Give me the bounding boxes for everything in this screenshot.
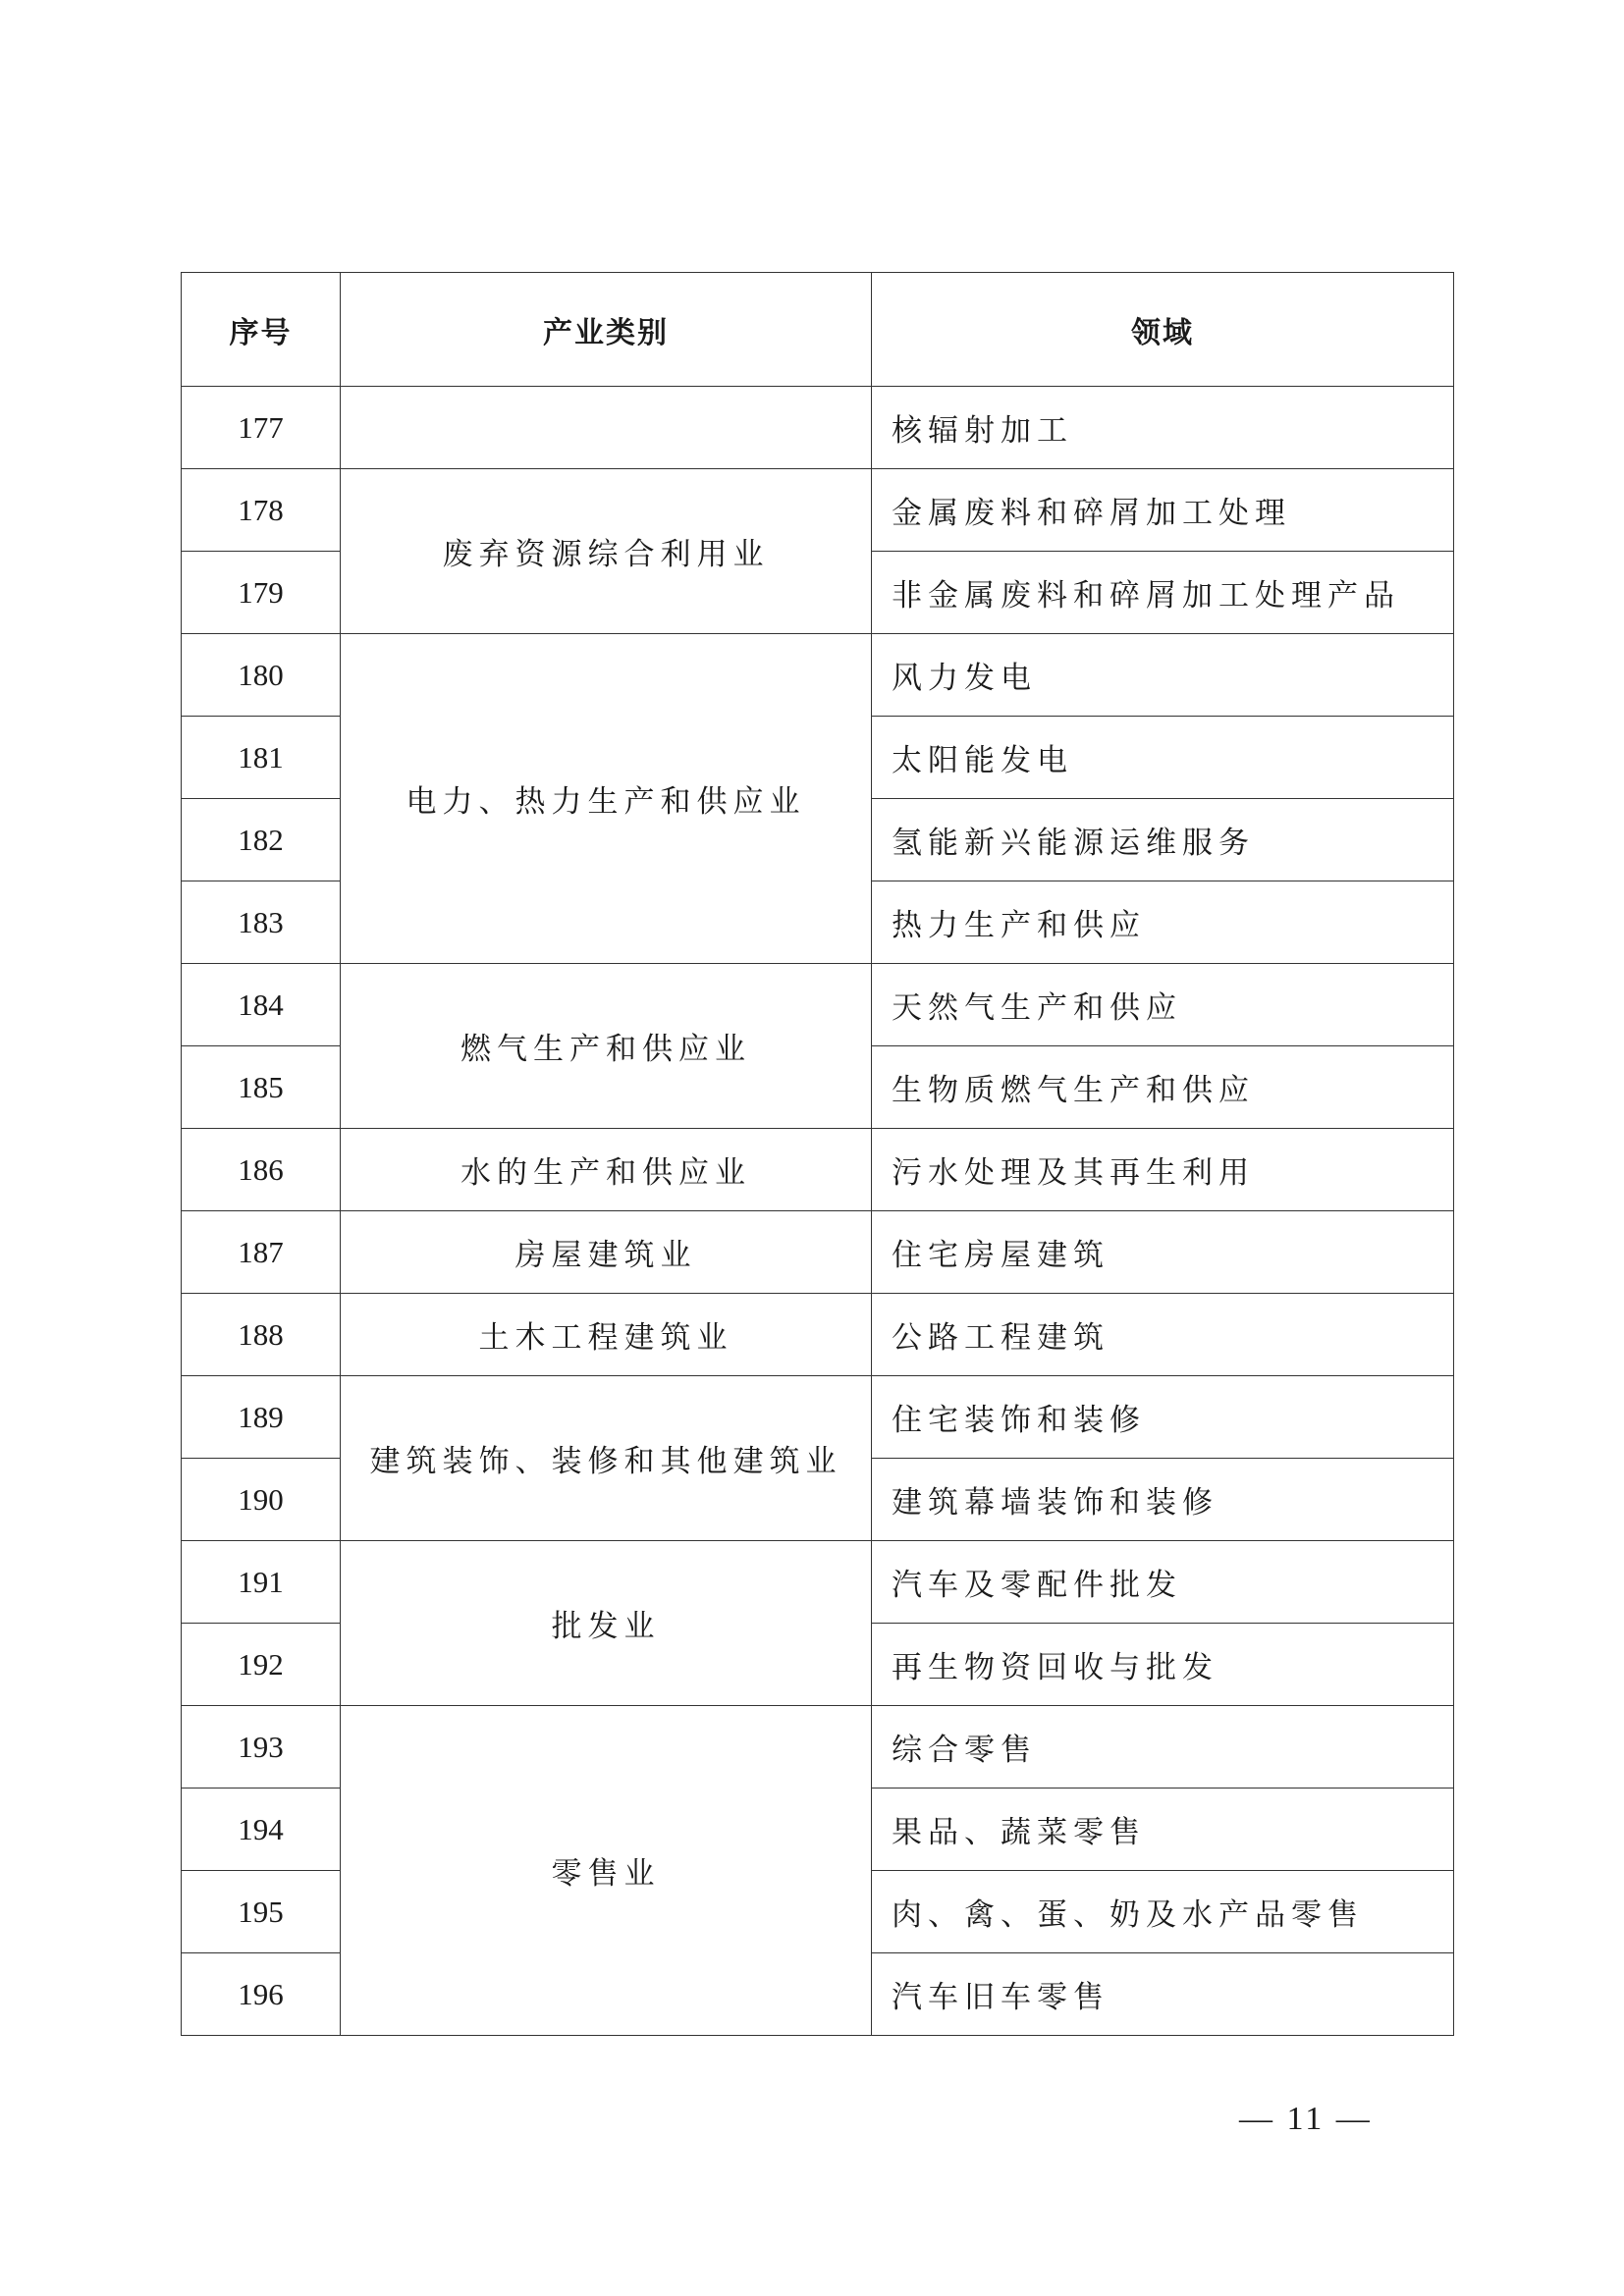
table-header-row: [182, 273, 1454, 387]
industry-table: [181, 272, 1454, 2036]
domain-cell: 果品、蔬菜零售: [872, 1789, 1454, 1871]
domain-cell: 汽车旧车零售: [872, 1953, 1454, 2036]
category-cell: [341, 387, 872, 469]
row-number: 182: [182, 799, 341, 881]
category-cell: 电力、热力生产和供应业: [341, 634, 872, 964]
row-number: 185: [182, 1046, 341, 1129]
row-number: 190: [182, 1459, 341, 1541]
row-number: 188: [182, 1294, 341, 1376]
domain-cell: 综合零售: [872, 1706, 1454, 1789]
domain-cell: 汽车及零配件批发: [872, 1541, 1454, 1624]
table-row: [182, 1376, 1454, 1459]
category-cell: 零售业: [341, 1706, 872, 2036]
header-category: 产业类别: [341, 273, 872, 387]
row-number: 184: [182, 964, 341, 1046]
domain-cell: 核辐射加工: [872, 387, 1454, 469]
table-row: [182, 387, 1454, 469]
page-number: — 11 —: [1239, 2101, 1373, 2137]
row-number: 187: [182, 1211, 341, 1294]
table-row: [182, 1706, 1454, 1789]
category-cell: 土木工程建筑业: [341, 1294, 872, 1376]
domain-cell: 污水处理及其再生利用: [872, 1129, 1454, 1211]
domain-cell: 氢能新兴能源运维服务: [872, 799, 1454, 881]
category-cell: 批发业: [341, 1541, 872, 1706]
domain-cell: 建筑幕墙装饰和装修: [872, 1459, 1454, 1541]
domain-cell: 肉、禽、蛋、奶及水产品零售: [872, 1871, 1454, 1953]
domain-cell: 生物质燃气生产和供应: [872, 1046, 1454, 1129]
row-number: 194: [182, 1789, 341, 1871]
table-row: [182, 1129, 1454, 1211]
category-cell: 燃气生产和供应业: [341, 964, 872, 1129]
domain-cell: 住宅装饰和装修: [872, 1376, 1454, 1459]
row-number: 193: [182, 1706, 341, 1789]
table-row: [182, 1294, 1454, 1376]
row-number: 186: [182, 1129, 341, 1211]
domain-cell: 太阳能发电: [872, 717, 1454, 799]
domain-cell: 住宅房屋建筑: [872, 1211, 1454, 1294]
domain-cell: 热力生产和供应: [872, 881, 1454, 964]
domain-cell: 风力发电: [872, 634, 1454, 717]
table-row: [182, 1211, 1454, 1294]
domain-cell: 非金属废料和碎屑加工处理产品: [872, 552, 1454, 634]
row-number: 196: [182, 1953, 341, 2036]
table-row: [182, 469, 1454, 552]
domain-cell: 天然气生产和供应: [872, 964, 1454, 1046]
row-number: 189: [182, 1376, 341, 1459]
table-row: [182, 1541, 1454, 1624]
domain-cell: 再生物资回收与批发: [872, 1624, 1454, 1706]
category-cell: 水的生产和供应业: [341, 1129, 872, 1211]
row-number: 191: [182, 1541, 341, 1624]
category-cell: 房屋建筑业: [341, 1211, 872, 1294]
row-number: 178: [182, 469, 341, 552]
category-cell: 建筑装饰、装修和其他建筑业: [341, 1376, 872, 1541]
domain-cell: 公路工程建筑: [872, 1294, 1454, 1376]
row-number: 195: [182, 1871, 341, 1953]
row-number: 181: [182, 717, 341, 799]
table-row: [182, 964, 1454, 1046]
industry-table-container: [181, 272, 1453, 2036]
row-number: 179: [182, 552, 341, 634]
row-number: 180: [182, 634, 341, 717]
row-number: 183: [182, 881, 341, 964]
domain-cell: 金属废料和碎屑加工处理: [872, 469, 1454, 552]
category-cell: 废弃资源综合利用业: [341, 469, 872, 634]
table-row: [182, 634, 1454, 717]
row-number: 192: [182, 1624, 341, 1706]
header-seq: 序号: [182, 273, 341, 387]
header-domain: 领域: [872, 273, 1454, 387]
row-number: 177: [182, 387, 341, 469]
